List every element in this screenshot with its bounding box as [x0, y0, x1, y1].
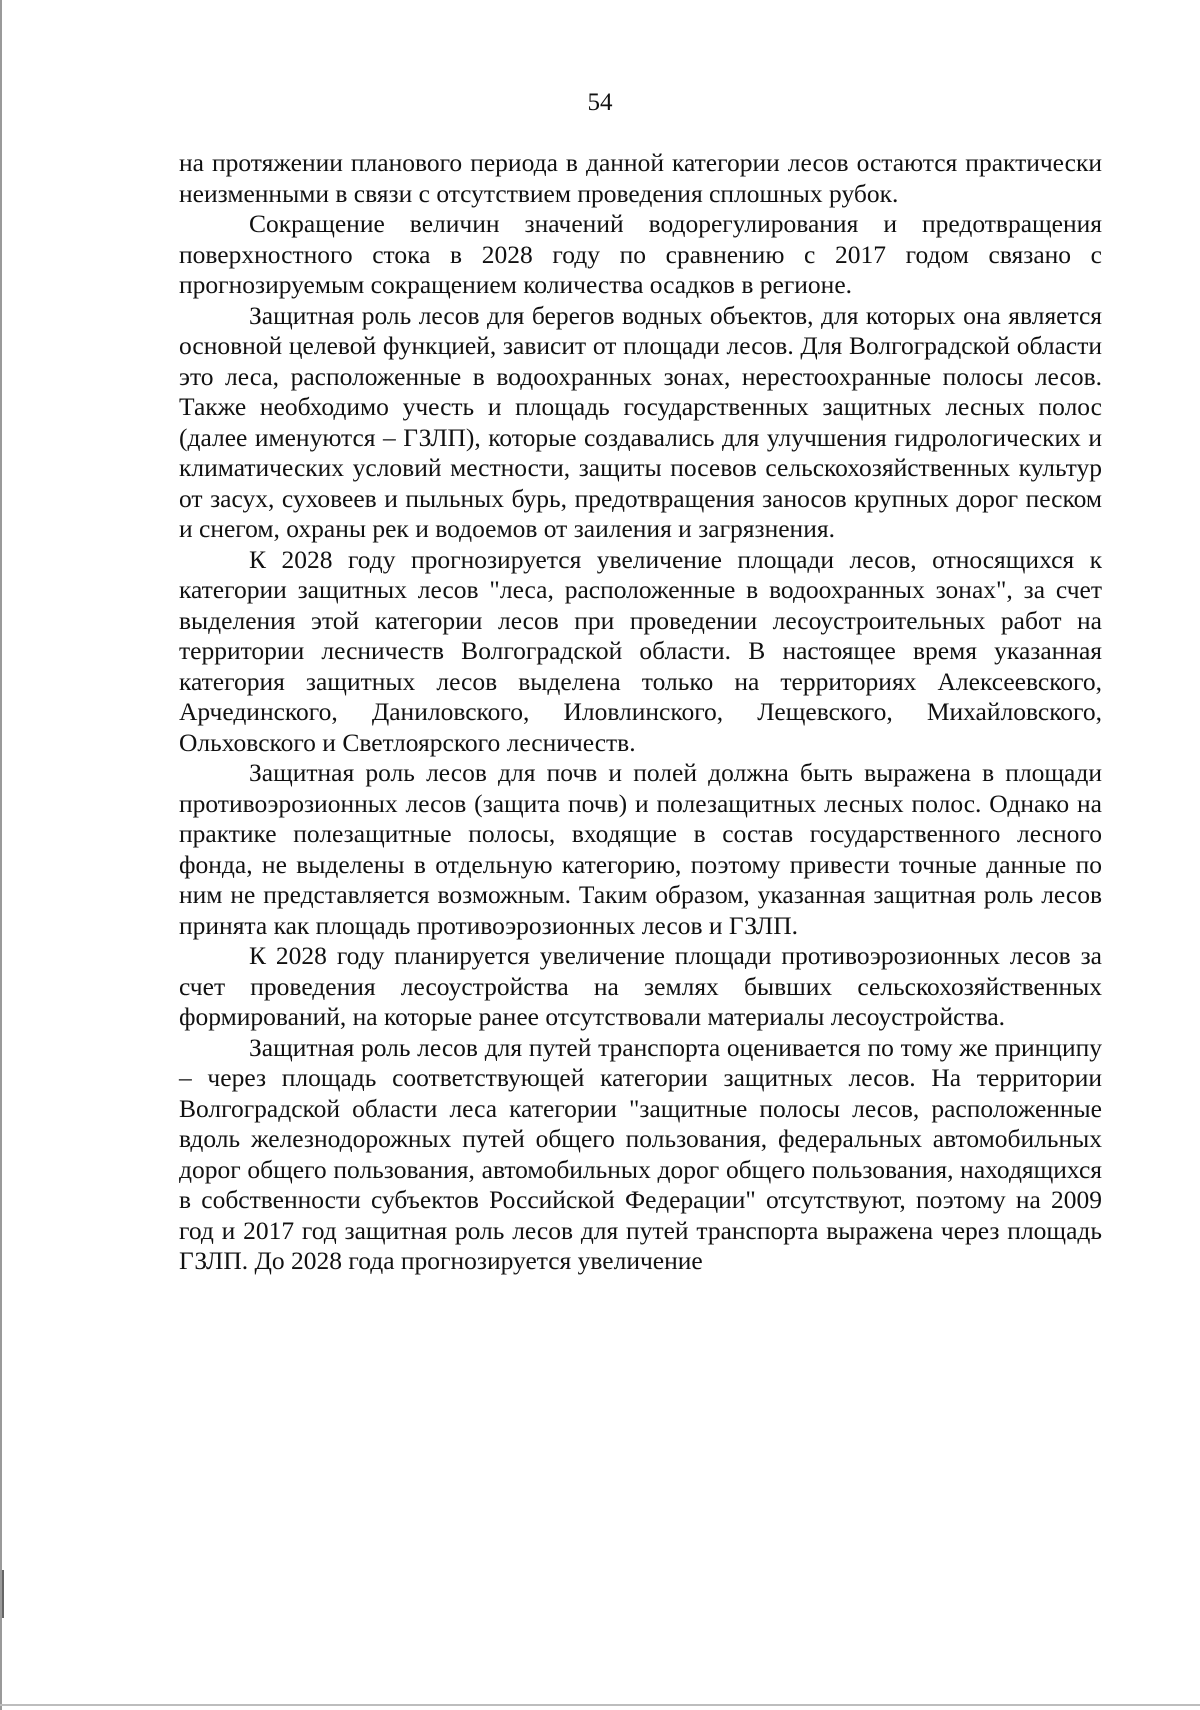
- paragraph-6: К 2028 году планируется увеличение площади противоэрозионных лесов за счет проведения лесоустройства на землях бывших сельскохозяйственных формирований, на которые ранее отсутствовали материалы лесоустройства.: [179, 941, 1102, 1031]
- page-number: 54: [587, 89, 613, 116]
- paragraph-7: Защитная роль лесов для путей транспорта оценивается по тому же принципу – через площадь соответствующей категории защитных лесов. На территории Волгоградской области леса категории "защитные полосы лесов, расположенные вдоль железнодорожных путей общего пользования, федеральных автомобильных дорог общего пользования, автомобильных дорог общего пользования, находящихся в собственности субъектов Российской Федерации" отсутствуют, поэтому на 2009 год и 2017 год защитная роль лесов для путей транспорта выражена через площадь ГЗЛП. До 2028 года прогнозируется увеличение: [179, 1032, 1102, 1275]
- scan-mark: [2, 1570, 4, 1618]
- paragraph-5: Защитная роль лесов для почв и полей должна быть выражена в площади противоэрозионных лесов (защита почв) и полезащитных лесных полос. Однако на практике полезащитные полосы, входящие в состав государственного лесного фонда, не выделены в отдельную категорию, поэтому привести точные данные по ним не представляется возможным. Таким образом, указанная защитная роль лесов принята как площадь противоэрозионных лесов и ГЗЛП.: [179, 758, 1102, 940]
- paragraph-1: на протяжении планового периода в данной категории лесов остаются практически неизменными в связи с отсутствием проведения сплошных рубок.: [179, 148, 1102, 208]
- paragraph-4: К 2028 году прогнозируется увеличение площади лесов, относящихся к категории защитных лесов "леса, расположенные в водоохранных зонах", за счет выделения этой категории лесов при проведении лесоустроительных работ на территории лесничеств Волгоградской области. В настоящее время указанная категория защитных лесов выделена только на территориях Алексеевского, Арчединского, Даниловского, Иловлинского, Лещевского, Михайловского, Ольховского и Светлоярского лесничеств.: [179, 544, 1102, 757]
- scan-edge-left: [0, 0, 2, 1710]
- document-body: [179, 148, 1102, 1277]
- paragraph-3: Защитная роль лесов для берегов водных объектов, для которых она является основной целевой функцией, зависит от площади лесов. Для Волгоградской области это леса, расположенные в водоохранных зонах, нерестоохранные полосы лесов. Также необходимо учесть и площадь государственных защитных лесных полос (далее именуются – ГЗЛП), которые создавались для улучшения гидрологических и климатических условий местности, защиты посевов сельскохозяйственных культур от засух, суховеев и пыльных бурь, предотвращения заносов крупных дорог песком и снегом, охраны рек и водоемов от заиления и загрязнения.: [179, 300, 1102, 543]
- scan-edge-bottom: [0, 1704, 1200, 1706]
- paragraph-2: Сокращение величин значений водорегулирования и предотвращения поверхностного стока в 2028 году по сравнению с 2017 годом связано с прогнозируемым сокращением количества осадков в регионе.: [179, 209, 1102, 299]
